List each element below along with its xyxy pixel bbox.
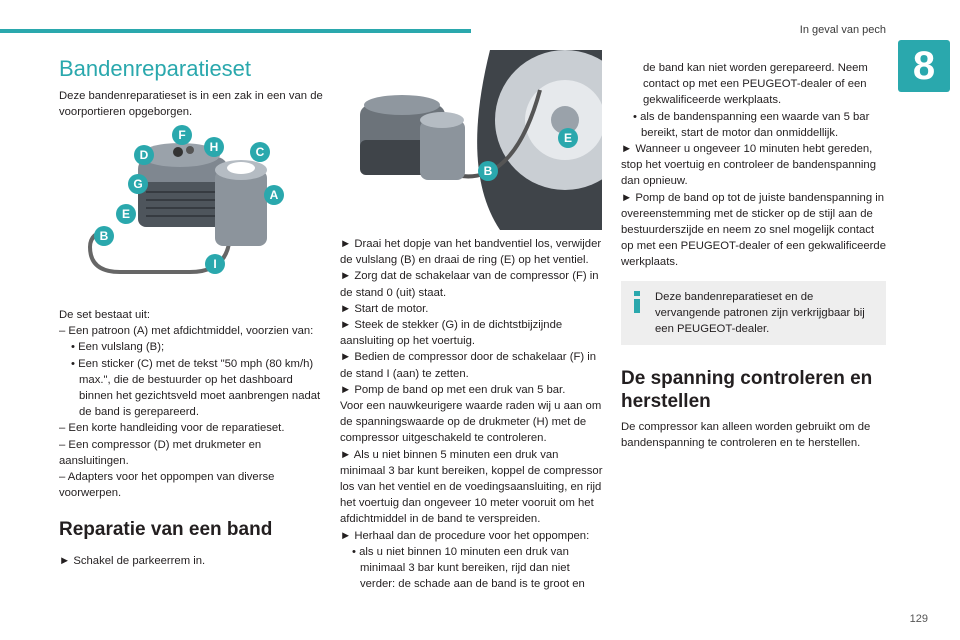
step-text: ► Als u niet binnen 5 minuten een druk van minimaal 3 bar kunt bereiken, koppel de compressor los van het ventiel en de voedingsaansluiting, en rijd het voertuig dan ongeveer 10 meter vooruit om het afdichtmiddel in de band te verspreiden. bbox=[340, 448, 603, 526]
step-text: ► Zorg dat de schakelaar van de compressor (F) in de stand 0 (uit) staat. bbox=[340, 270, 599, 299]
list-item: – Een compressor (D) met drukmeter en aansluitingen. bbox=[59, 438, 262, 467]
step-text: ► Wanneer u ongeveer 10 minuten hebt gereden, stop het voertuig en controleer de bandenspanning dan opnieuw. bbox=[621, 143, 876, 188]
list-item: • Een sticker (C) met de tekst "50 mph (80 km/h) max.", die de bestuurder op het dashboard binnen het gezichtsveld moet aanbrengen nadat de band is gerepareerd. bbox=[71, 357, 321, 419]
set-intro: De set bestaat uit: bbox=[59, 309, 151, 321]
column-1-lower bbox=[59, 307, 325, 570]
note-text: Deze bandenreparatieset en de vervangende patronen zijn verkrijgbaar bij een PEUGEOT-dealer. bbox=[655, 290, 865, 336]
info-note bbox=[621, 281, 886, 346]
section-heading: De spanning controleren en herstellen bbox=[621, 368, 873, 413]
step-text: de band kan niet worden gerepareerd. Neem contact op met een PEUGEOT-dealer of een gekwalificeerde werkplaats. bbox=[643, 62, 868, 107]
info-icon bbox=[631, 291, 643, 313]
step-text: ► Start de motor. bbox=[340, 302, 429, 315]
step-text: ► Steek de stekker (G) in de dichtstbijzijnde aansluiting op het voertuig. bbox=[340, 319, 563, 348]
compressor-illustration bbox=[80, 122, 300, 292]
cartridge-body bbox=[215, 170, 267, 246]
step-text: • als u niet binnen 10 minuten een druk van minimaal 3 bar kunt bereiken, rijd dan niet verder: de schade aan de band is te groot en bbox=[352, 545, 585, 591]
label-h: H bbox=[209, 140, 219, 154]
list-item: – Een korte handleiding voor de reparatieset. bbox=[59, 422, 285, 435]
section-heading: Reparatie van een band bbox=[59, 519, 273, 541]
column-2 bbox=[340, 236, 606, 592]
step-text: ► Schakel de parkeerrem in. bbox=[59, 555, 206, 568]
step-text: ► Pomp de band op tot de juiste bandenspanning in overeenstemming met de sticker op de stijl aan de bestuurderszijde en neem zo snel mogelijk contact op met een PEUGEOT-dealer of een gekwalificeerde werkplaats. bbox=[621, 191, 886, 269]
tire-inflation-illustration bbox=[340, 50, 602, 230]
step-text: ► Herhaal dan de procedure voor het oppompen: bbox=[340, 529, 590, 542]
step-text: ► Bedien de compressor door de schakelaar (F) in de stand I (aan) te zetten. bbox=[340, 351, 597, 380]
list-item: • Een vulslang (B); bbox=[71, 341, 165, 354]
label-i: I bbox=[213, 257, 217, 271]
label-c: C bbox=[255, 145, 265, 159]
label-g: G bbox=[133, 177, 143, 191]
label-d: D bbox=[139, 148, 149, 162]
label-b: B bbox=[99, 229, 109, 243]
page-number: 129 bbox=[909, 613, 928, 625]
label-a: A bbox=[269, 188, 279, 202]
section-title: In geval van pech bbox=[799, 24, 886, 36]
body-text: De compressor kan alleen worden gebruikt om de bandenspanning te controleren en te herstellen. bbox=[621, 421, 871, 450]
list-item: – Adapters voor het oppompen van diverse voorwerpen. bbox=[59, 471, 275, 500]
step-text: ► Pomp de band op met een druk van 5 bar. bbox=[340, 383, 566, 396]
step-text: • als de bandenspanning een waarde van 5 bar bereikt, start de motor dan onmiddellijk. bbox=[633, 110, 870, 139]
column-1 bbox=[59, 56, 325, 120]
label-b: B bbox=[483, 164, 493, 178]
list-item: – Een patroon (A) met afdichtmiddel, voorzien van: bbox=[59, 325, 314, 338]
label-f: F bbox=[178, 128, 186, 142]
label-e: E bbox=[563, 131, 573, 145]
page-title: Bandenreparatieset bbox=[59, 56, 252, 81]
label-e: E bbox=[121, 207, 131, 221]
step-text: ► Draai het dopje van het bandventiel los, verwijder de vulslang (B) en draai de ring (E) op het ventiel. bbox=[340, 238, 602, 267]
intro-text: Deze bandenreparatieset is in een zak in een van de voorportieren opgeborgen. bbox=[59, 90, 323, 119]
column-3 bbox=[621, 60, 886, 452]
step-text: Voor een nauwkeurigere waarde raden wij u aan om de spanningswaarde op de drukmeter (H) met de compressor uitgeschakeld te controleren. bbox=[340, 400, 602, 445]
chapter-number: 8 bbox=[898, 40, 950, 92]
